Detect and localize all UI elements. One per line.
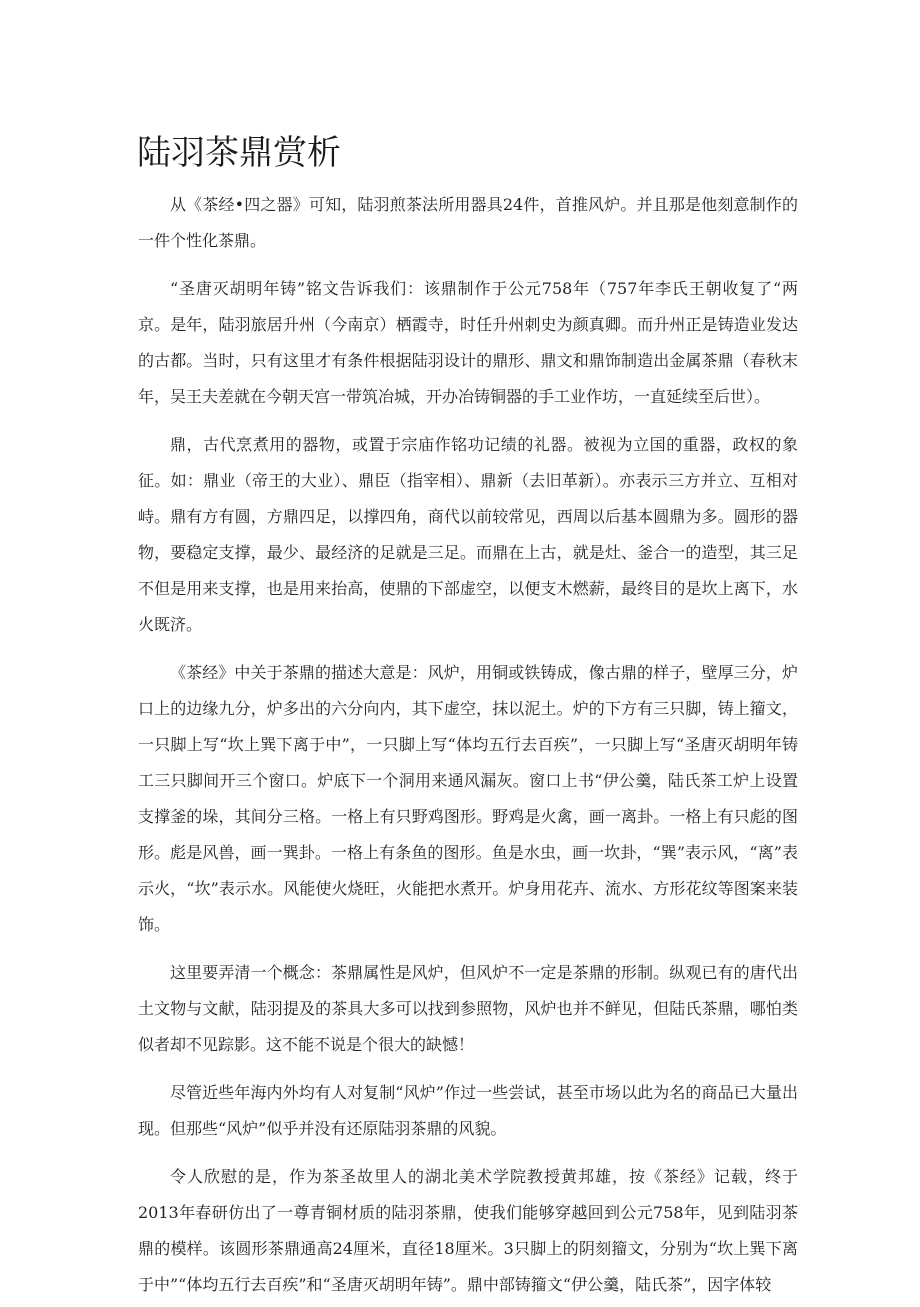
paragraph: 令人欣慰的是，作为茶圣故里人的湖北美术学院教授黄邦雄，按《茶经》记载，终于2013年春研仿出了一尊青铜材质的陆羽茶鼎，使我们能够穿越回到公元758年，见到陆羽茶鼎的模样。该圆形茶鼎通高24厘米，直径18厘米。3只脚上的阴刻籀文，分别为“坎上巽下离于中”“体均五行去百疾”和“圣唐灭胡明年铸”。鼎中部铸籀文“伊公羹，陆氏茶”，因字体较 bbox=[138, 1167, 798, 1294]
document-title: 陆羽茶鼎赏析 bbox=[137, 133, 341, 173]
paragraph: 《茶经》中关于茶鼎的描述大意是：风炉，用铜或铁铸成，像古鼎的样子，壁厚三分，炉口上的边缘九分，炉多出的六分向内，其下虚空，抹以泥土。炉的下方有三只脚，铸上籀文，一只脚上写“坎上巽下离于中”，一只脚上写“体均五行去百疾”，一只脚上写“圣唐灭胡明年铸工三只脚间开三个窗口。炉底下一个洞用来通风漏灰。窗口上书“伊公羹，陆氏茶工炉上设置支撑釜的垛，其间分三格。一格上有只野鸡图形。野鸡是火禽，画一离卦。一格上有只彪的图形。彪是风兽，画一巽卦。一格上有条鱼的图形。鱼是水虫，画一坎卦，“巽”表示风，“离”表示火，“坎”表示水。风能使火烧旺，火能把水煮开。炉身用花卉、流水、方形花纹等图案来装饰。 bbox=[138, 663, 798, 934]
paragraph: 鼎，古代烹煮用的器物，或置于宗庙作铭功记绩的礼器。被视为立国的重器，政权的象征。如：鼎业（帝王的大业）、鼎臣（指宰相）、鼎新（去旧革新）。亦表示三方并立、互相对峙。鼎有方有圆，方鼎四足，以撑四角，商代以前较常见，西周以后基本圆鼎为多。圆形的器物，要稳定支撑，最少、最经济的足就是三足。而鼎在上古，就是灶、釜合一的造型，其三足不但是用来支撑，也是用来抬高，使鼎的下部虚空，以便支木燃薪，最终目的是坎上离下，水火既济。 bbox=[138, 435, 798, 634]
document-body bbox=[138, 187, 798, 1307]
paragraph: 尽管近些年海内外均有人对复制“风炉”作过一些尝试，甚至市场以此为名的商品已大量出现。但那些“风炉”似乎并没有还原陆羽茶鼎的风貌。 bbox=[138, 1083, 798, 1138]
paragraph: 从《茶经•四之器》可知，陆羽煎茶法所用器具24件，首推风炉。并且那是他刻意制作的一件个性化茶鼎。 bbox=[138, 195, 798, 250]
paragraph: 这里要弄清一个概念：茶鼎属性是风炉，但风炉不一定是茶鼎的形制。纵观已有的唐代出土文物与文献，陆羽提及的茶具大多可以找到参照物，风炉也并不鲜见，但陆氏茶鼎，哪怕类似者却不见踪影。这不能不说是个很大的缺憾！ bbox=[138, 963, 798, 1054]
paragraph: “圣唐灭胡明年铸”铭文告诉我们：该鼎制作于公元758年（757年李氏王朝收复了“两京。是年，陆羽旅居升州（今南京）栖霞寺，时任升州刺史为颜真卿。而升州正是铸造业发达的古都。当时，只有这里才有条件根据陆羽设计的鼎形、鼎文和鼎饰制造出金属茶鼎（春秋末年，吴王夫差就在今朝天宫一带筑冶城，开办冶铸铜器的手工业作坊，一直延续至后世）。 bbox=[138, 279, 798, 406]
